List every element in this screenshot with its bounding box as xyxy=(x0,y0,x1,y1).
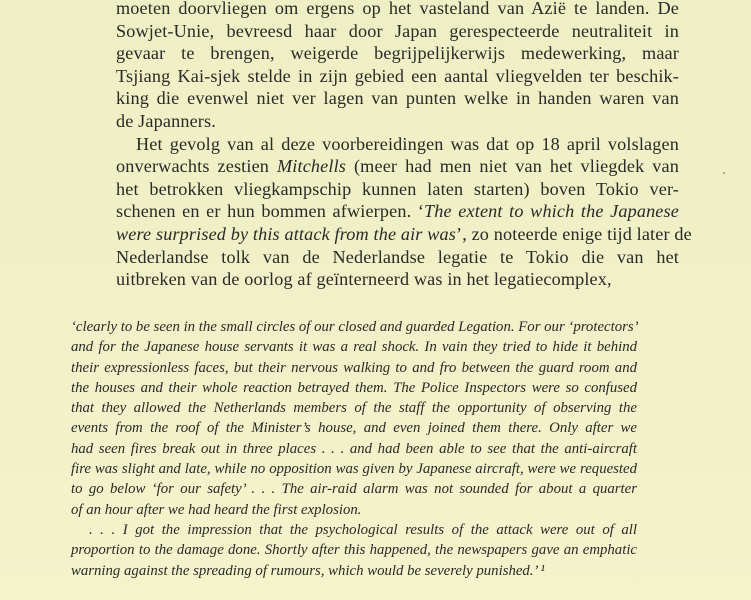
quote-line: events from the roof of the Minister’s house, and even joined them there. Only after we xyxy=(71,420,637,437)
quote-fragment: were surprised by this attack from the air was xyxy=(116,223,456,244)
text-line: de Japanners. xyxy=(116,110,216,131)
text-line: Sowjet-Unie, bevreesd haar door Japan gerespecteerde neutraliteit in xyxy=(116,20,679,41)
quote-line: to go below ‘for our safety’ . . . The air-raid alarm was not sounded for about a quarter xyxy=(71,481,637,498)
quote-line: that they allowed the Netherlands members of the staff the opportunity of observing the xyxy=(71,400,637,417)
paragraph-1 xyxy=(116,0,679,133)
main-text xyxy=(116,0,692,291)
text-line: Tsjiang Kai-sjek stelde in zijn gebied een aantal vliegvelden ter beschik- xyxy=(116,65,679,86)
text-line: moeten doorvliegen om ergens op het vasteland van Azië te landen. De xyxy=(116,0,679,18)
text-line: Het gevolg van al deze voorbereidingen was dat op 18 april volslagen xyxy=(136,133,679,154)
quote-line: warning against the spreading of rumours, which would be severely punished.’ ¹ xyxy=(71,562,545,579)
text-line: king die evenwel niet ver lagen van punten welke in handen waren van xyxy=(116,88,679,109)
quote-line: of an hour after we had heard the first explosion. xyxy=(71,501,362,518)
quote-line: . . . I got the impression that the psychological results of the attack were out of all xyxy=(89,521,637,538)
quote-fragment: The extent to which the Japanese xyxy=(424,201,679,222)
quote-line: ‘clearly to be seen in the small circles of our closed and guarded Legation. For our ‘protectors’ xyxy=(71,319,639,335)
quote-line: their expressionless faces, but their nervous walking to and fro between the guard room and xyxy=(71,359,637,376)
quote-line: had seen fires break out in three places . . . and had been able to see that the anti-aircraft xyxy=(71,440,637,457)
text-line: Nederlandse tolk van de Nederlandse legatie te Tokio die van het xyxy=(116,246,679,267)
quote-line: proportion to the damage done. Shortly after this happened, the newspapers gave an emphatic xyxy=(71,542,637,559)
block-quote xyxy=(71,317,637,581)
paragraph-2 xyxy=(116,133,692,291)
paper-speck xyxy=(723,172,725,174)
text-line: onverwachts zestien Mitchells (meer had men niet van het vliegdek van xyxy=(116,156,679,177)
quote-line: fire was slight and late, while no opposition was given by Japanese aircraft, were we requested xyxy=(71,461,637,478)
text-line: were surprised by this attack from the air was’, zo noteerde enige tijd later de xyxy=(116,223,692,244)
text-line: schenen en er hun bommen afwierpen. ‘The extent to which the Japanese xyxy=(116,201,679,222)
text-line: uitbreken van de oorlog af geïnterneerd was in het legatiecomplex, xyxy=(116,269,612,290)
quote-line: the houses and their whole reaction betrayed them. The Police Inspectors were so confused xyxy=(71,379,637,396)
aircraft-name: Mitchells xyxy=(277,156,347,177)
text-line: het betrokken vliegkampschip kunnen laten starten) boven Tokio ver- xyxy=(116,178,679,199)
quote-line: and for the Japanese house servants it was a real shock. In vain they tried to hide it behind xyxy=(71,339,637,356)
text-line: gevaar te brengen, weigerde begrijpelijkerwijs medewerking, maar xyxy=(116,43,679,64)
